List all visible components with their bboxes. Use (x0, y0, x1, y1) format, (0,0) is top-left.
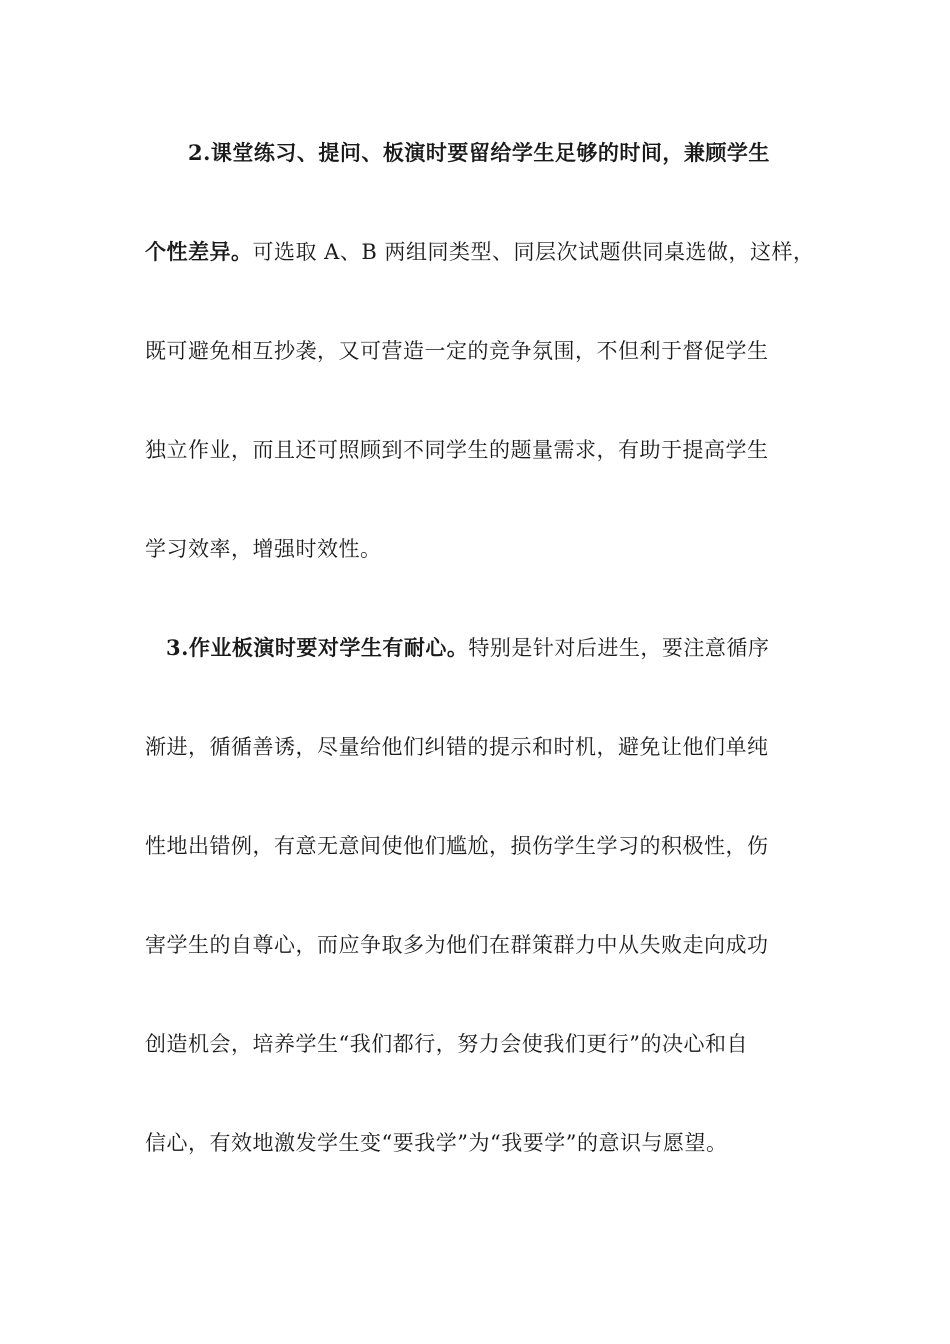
paragraph-3-line-4 (145, 930, 815, 960)
paragraph-2-line-1 (188, 138, 858, 168)
paragraph-3-text: 性地出错例，有意无意间使他们尴尬，损伤学生学习的积极性，伤 (145, 834, 769, 858)
paragraph-3-line-6 (145, 1128, 815, 1158)
paragraph-2-line-5 (145, 534, 815, 564)
paragraph-3-line-2 (145, 732, 815, 762)
paragraph-3-text: 创造机会，培养学生“我们都行，努力会使我们更行”的决心和自 (145, 1032, 748, 1056)
paragraph-3-heading: 3.作业板演时要对学生有耐心。 (166, 635, 469, 660)
paragraph-2-text: 可选取 A、B 两组同类型、同层次试题供同桌选做，这样， (252, 240, 815, 264)
paragraph-3-text: 害学生的自尊心，而应争取多为他们在群策群力中从失败走向成功 (145, 933, 769, 957)
paragraph-3-text: 渐进，循循善诱，尽量给他们纠错的提示和时机，避免让他们单纯 (145, 735, 769, 759)
paragraph-2-text: 学习效率，增强时效性。 (145, 537, 382, 561)
paragraph-2-text: 独立作业，而且还可照顾到不同学生的题量需求，有助于提高学生 (145, 438, 769, 462)
paragraph-2-heading-end: 个性差异。 (145, 239, 253, 264)
paragraph-3-text: 信心，有效地激发学生变“要我学”为“我要学”的意识与愿望。 (145, 1131, 728, 1155)
paragraph-2-line-4 (145, 435, 815, 465)
paragraph-2-line-3 (145, 336, 815, 366)
paragraph-3-line-3 (145, 831, 815, 861)
paragraph-3-line-5 (145, 1029, 815, 1059)
paragraph-2-heading: 2.课堂练习、提问、板演时要留给学生足够的时间，兼顾学生 (188, 140, 770, 165)
paragraph-2-line-2 (145, 237, 815, 267)
paragraph-3-line-1 (166, 633, 836, 663)
paragraph-2-text: 既可避免相互抄袭，又可营造一定的竞争氛围，不但利于督促学生 (145, 339, 769, 363)
paragraph-3-text: 特别是针对后进生，要注意循序 (468, 636, 770, 660)
